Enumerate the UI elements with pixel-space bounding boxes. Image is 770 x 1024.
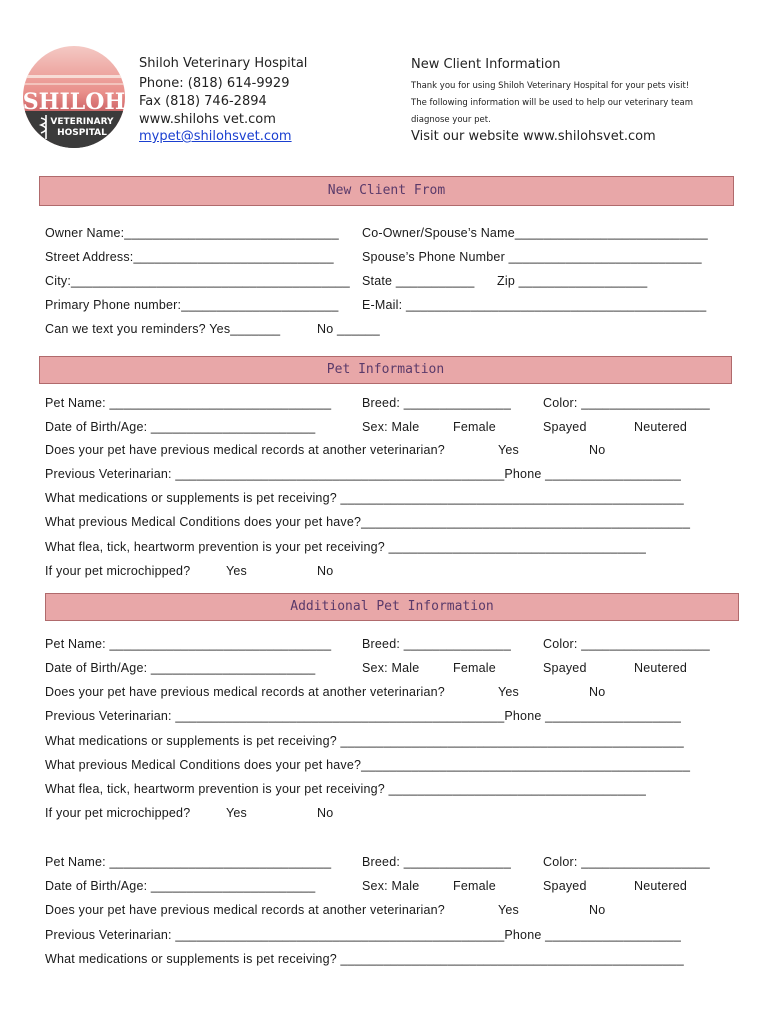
pet1-records-no[interactable]: No [589, 443, 606, 457]
new-client-band [39, 176, 734, 206]
additional-pet-band-title: Additional Pet Information [290, 599, 494, 614]
hospital-fax: Fax (818) 746-2894 [139, 94, 267, 109]
coowner-name-field[interactable]: Co-Owner/Spouse’s Name___________________________ [362, 226, 708, 240]
pet3-prev-vet-field[interactable]: Previous Veterinarian: ______________________________________________Phone ___________________ [45, 928, 682, 942]
pet3-name-field[interactable]: Pet Name: _______________________________ [45, 855, 332, 869]
pet2-microchip-yes[interactable]: Yes [226, 806, 247, 820]
pet3-color-field[interactable]: Color: __________________ [543, 855, 710, 869]
pet2-flea-field[interactable]: What flea, tick, heartworm prevention is your pet receiving? ____________________________________ [45, 782, 647, 796]
owner-name-field[interactable]: Owner Name:______________________________ [45, 226, 339, 240]
pet2-sex-male[interactable]: Sex: Male [362, 661, 420, 675]
pet1-conditions-field[interactable]: What previous Medical Conditions does your pet have?______________________________________________ [45, 515, 691, 529]
pet1-color-field[interactable]: Color: __________________ [543, 396, 710, 410]
pet1-breed-field[interactable]: Breed: _______________ [362, 396, 511, 410]
pet3-sex-female[interactable]: Female [453, 879, 496, 893]
logo-word-shiloh: SHILOH [22, 89, 126, 115]
primary-phone-field[interactable]: Primary Phone number:______________________ [45, 298, 339, 312]
pet1-sex-female[interactable]: Female [453, 420, 496, 434]
email-field[interactable]: E-Mail: __________________________________________ [362, 298, 707, 312]
pet2-dob-field[interactable]: Date of Birth/Age: _______________________ [45, 661, 316, 675]
text-reminders-yes-field[interactable]: Can we text you reminders? Yes_______ [45, 322, 281, 336]
pet2-records-question: Does your pet have previous medical records at another veterinarian? [45, 685, 445, 699]
pet2-neutered[interactable]: Neutered [634, 661, 688, 675]
spouse-phone-field[interactable]: Spouse’s Phone Number ___________________________ [362, 250, 702, 264]
pet1-flea-field[interactable]: What flea, tick, heartworm prevention is your pet receiving? ____________________________________ [45, 540, 647, 554]
pet1-spayed[interactable]: Spayed [543, 420, 587, 434]
pet2-name-field[interactable]: Pet Name: _______________________________ [45, 637, 332, 651]
pet1-records-yes[interactable]: Yes [498, 443, 519, 457]
logo-word-veterinary: VETERINARY [50, 117, 114, 127]
pet1-sex-male[interactable]: Sex: Male [362, 420, 420, 434]
pet1-dob-field[interactable]: Date of Birth/Age: _______________________ [45, 420, 316, 434]
pet1-name-field[interactable]: Pet Name: _______________________________ [45, 396, 332, 410]
pet2-microchip-question: If your pet microchipped? [45, 806, 191, 820]
pet3-records-yes[interactable]: Yes [498, 903, 519, 917]
pet1-microchip-question: If your pet microchipped? [45, 564, 191, 578]
pet3-medications-field[interactable]: What medications or supplements is pet receiving? ________________________________________________ [45, 952, 684, 966]
additional-pet-band [45, 593, 739, 621]
pet3-records-no[interactable]: No [589, 903, 606, 917]
pet2-breed-field[interactable]: Breed: _______________ [362, 637, 511, 651]
pet2-spayed[interactable]: Spayed [543, 661, 587, 675]
thanks-line-2: The following information will be used to help our veterinary team [411, 98, 694, 108]
pet2-color-field[interactable]: Color: __________________ [543, 637, 710, 651]
thanks-line-1: Thank you for using Shiloh Veterinary Hospital for your pets visit! [411, 81, 690, 91]
pet2-conditions-field[interactable]: What previous Medical Conditions does your pet have?______________________________________________ [45, 758, 691, 772]
pet-information-band-title: Pet Information [326, 362, 445, 377]
pet2-sex-female[interactable]: Female [453, 661, 496, 675]
pet1-neutered[interactable]: Neutered [634, 420, 688, 434]
city-field[interactable]: City:_______________________________________ [45, 274, 350, 288]
street-address-field[interactable]: Street Address:____________________________ [45, 250, 334, 264]
pet2-records-yes[interactable]: Yes [498, 685, 519, 699]
pet-information-band [39, 356, 732, 384]
logo-word-hospital: HOSPITAL [57, 128, 107, 138]
pet1-medications-field[interactable]: What medications or supplements is pet receiving? ________________________________________________ [45, 491, 684, 505]
pet2-medications-field[interactable]: What medications or supplements is pet receiving? ________________________________________________ [45, 734, 684, 748]
pet2-microchip-no[interactable]: No [317, 806, 334, 820]
state-field[interactable]: State ___________ [362, 274, 475, 288]
pet3-spayed[interactable]: Spayed [543, 879, 587, 893]
pet3-records-question: Does your pet have previous medical records at another veterinarian? [45, 903, 445, 917]
form-title: New Client Information [411, 57, 561, 72]
hospital-name: Shiloh Veterinary Hospital [139, 56, 308, 71]
pet1-records-question: Does your pet have previous medical records at another veterinarian? [45, 443, 445, 457]
pet1-prev-vet-field[interactable]: Previous Veterinarian: ______________________________________________Phone ___________________ [45, 467, 682, 481]
pet1-microchip-no[interactable]: No [317, 564, 334, 578]
thanks-line-3: diagnose your pet. [411, 115, 491, 125]
text-reminders-no-field[interactable]: No ______ [317, 322, 380, 336]
hospital-email-link[interactable]: mypet@shilohsvet.com [139, 129, 292, 144]
pet3-neutered[interactable]: Neutered [634, 879, 688, 893]
hospital-website[interactable]: www.shilohs vet.com [139, 112, 276, 127]
pet3-sex-male[interactable]: Sex: Male [362, 879, 420, 893]
shiloh-logo [22, 45, 126, 149]
new-client-band-title: New Client From [327, 183, 446, 198]
hospital-phone: Phone: (818) 614-9929 [139, 76, 290, 91]
pet3-dob-field[interactable]: Date of Birth/Age: _______________________ [45, 879, 316, 893]
pet3-breed-field[interactable]: Breed: _______________ [362, 855, 511, 869]
visit-website: Visit our website www.shilohsvet.com [411, 129, 656, 144]
pet2-records-no[interactable]: No [589, 685, 606, 699]
pet2-prev-vet-field[interactable]: Previous Veterinarian: ______________________________________________Phone ___________________ [45, 709, 682, 723]
pet1-microchip-yes[interactable]: Yes [226, 564, 247, 578]
zip-field[interactable]: Zip __________________ [497, 274, 648, 288]
